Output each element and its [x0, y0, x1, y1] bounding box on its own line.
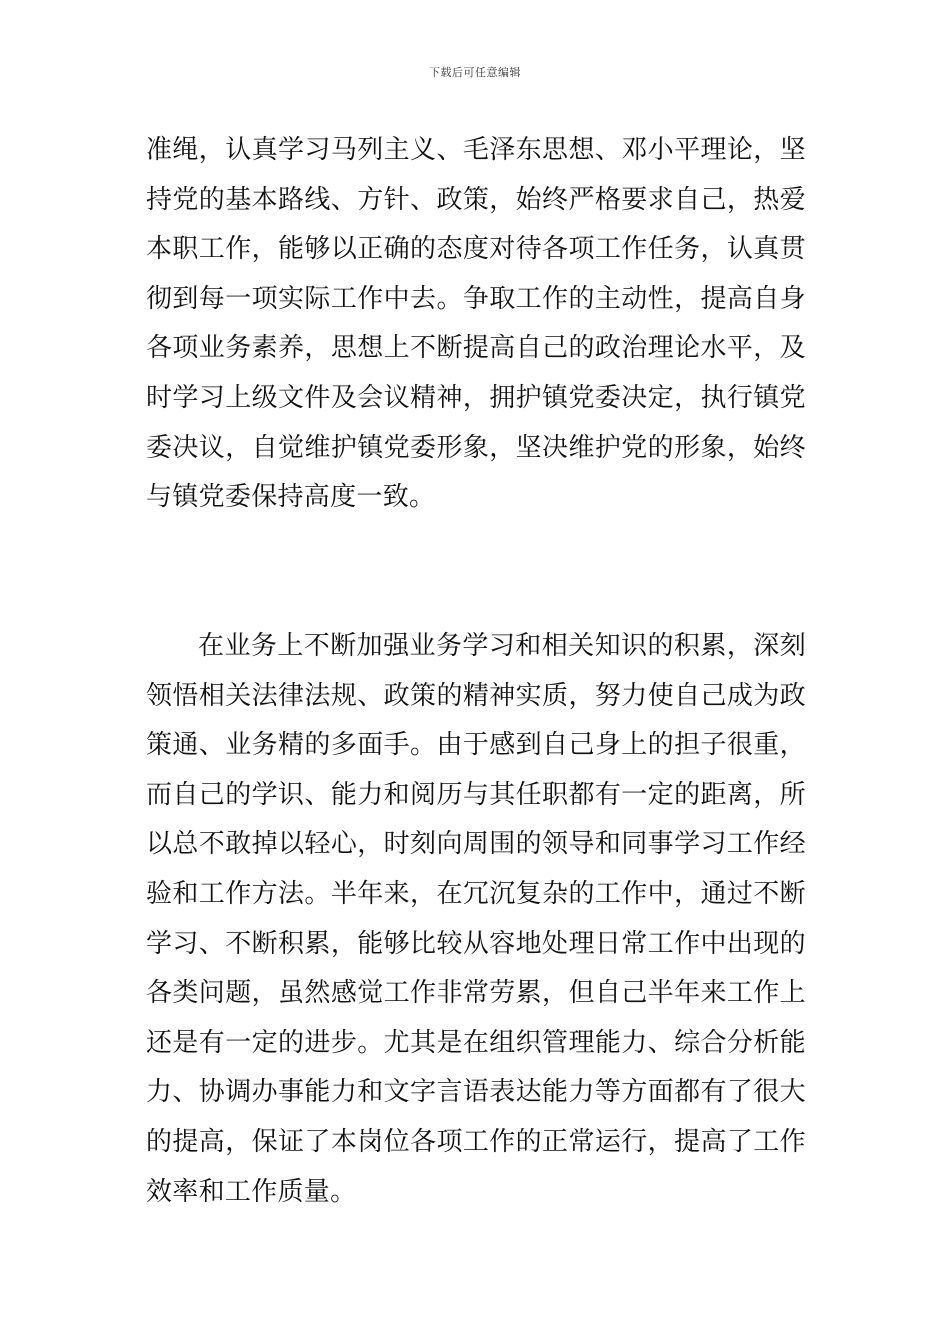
- header-note: 下载后可任意编辑: [429, 66, 521, 79]
- paragraph-2: 在业务上不断加强业务学习和相关知识的积累，深刻领悟相关法律法规、政策的精神实质，努力使自己成为政策通、业务精的多面手。由于感到自己身上的担子很重，而自己的学识、能力和阅历与其任职都有一定的距离，所以总不敢掉以轻心，时刻向周围的领导和同事学习工作经验和工作方法。半年来，在冗沉复杂的工作中，通过不断学习、不断积累，能够比较从容地处理日常工作中出现的各类问题，虽然感觉工作非常劳累，但自己半年来工作上还是有一定的进步。尤其是在组织管理能力、综合分析能力、协调办事能力和文字言语表达能力等方面都有了很大的提高，保证了本岗位各项工作的正常运行，提高了工作效率和工作质量。: [146, 631, 806, 1207]
- paragraph-1: 准绳，认真学习马列主义、毛泽东思想、邓小平理论，坚持党的基本路线、方针、政策，始终严格要求自己，热爱本职工作，能够以正确的态度对待各项工作任务，认真贯彻到每一项实际工作中去。争取工作的主动性，提高自身各项业务素养，思想上不断提高自己的政治理论水平，及时学习上级文件及会议精神，拥护镇党委决定，执行镇党委决议，自觉维护镇党委形象，坚决维护党的形象，始终与镇党委保持高度一致。: [146, 135, 806, 513]
